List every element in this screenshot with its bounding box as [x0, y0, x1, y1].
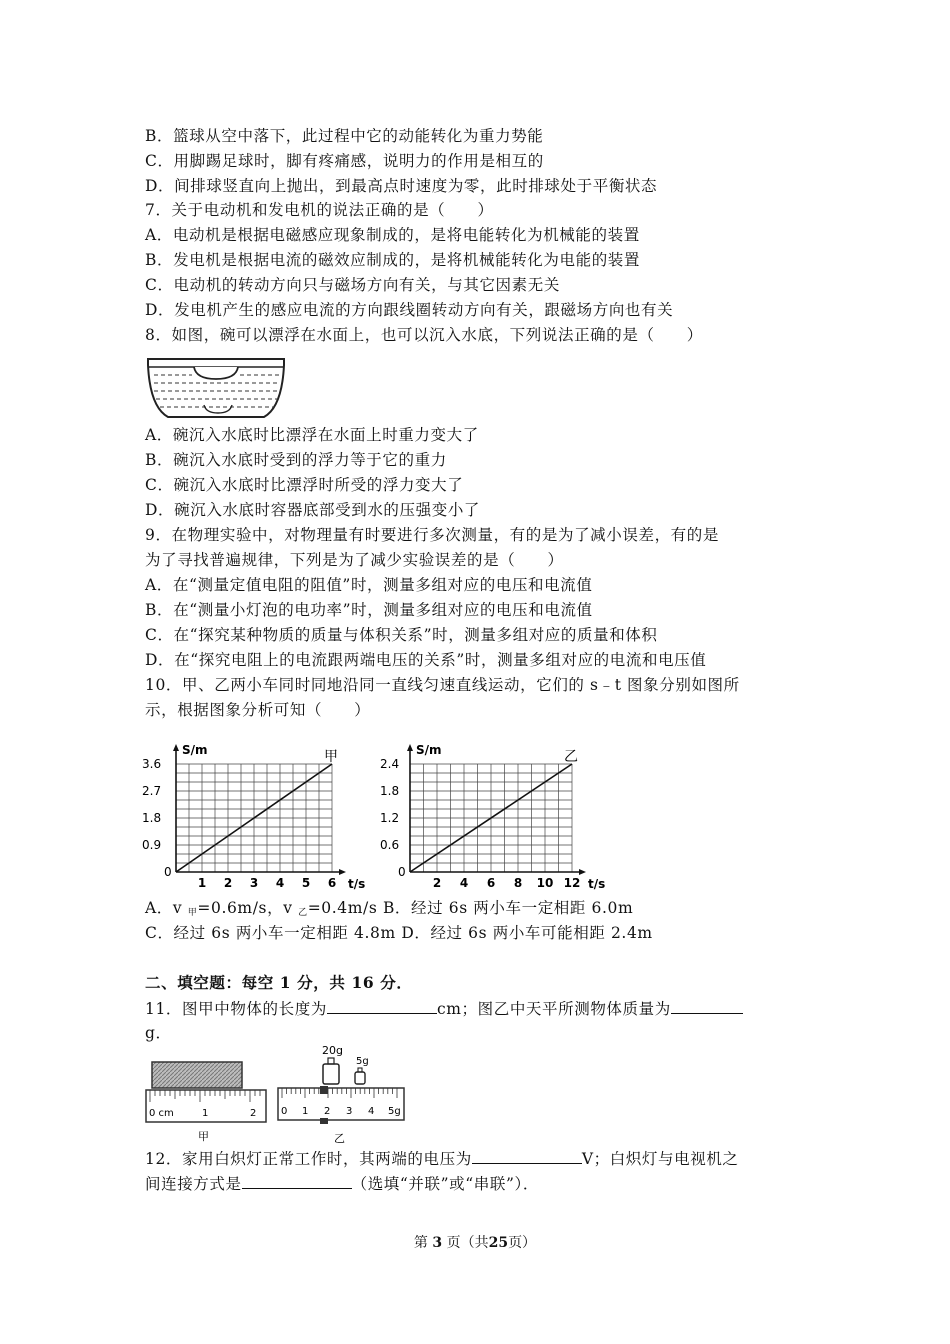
- x-tick-label: 6: [486, 876, 496, 890]
- x-tick-label: 1: [197, 876, 207, 890]
- y-tick-label: 1.8: [142, 811, 162, 825]
- chart-title: 乙: [564, 749, 578, 765]
- y-tick-label: 3.6: [142, 757, 162, 771]
- x-axis-arrow: [579, 869, 586, 875]
- figure-11-ruler-a: [146, 1060, 268, 1144]
- x-axis-arrow: [339, 869, 346, 875]
- question-7: 7．关于电动机和发电机的说法正确的是（ ）: [145, 201, 494, 219]
- section-2-heading: 二、填空题：每空 1 分，共 16 分．: [145, 973, 413, 992]
- x-tick-label: 12: [563, 876, 581, 890]
- y-axis-arrow: [407, 744, 413, 751]
- y-tick-label: 2.4: [380, 757, 400, 771]
- question-10-line2: 示，根据图象分析可知（ ）: [145, 701, 371, 719]
- ruler-b-label: 3: [346, 1106, 353, 1117]
- option-9c: C．在“探究某种物质的质量与体积关系”时，测量多组对应的质量和体积: [145, 626, 658, 644]
- ruler-a-label: 2: [250, 1108, 257, 1119]
- figure-caption-yi: 乙: [334, 1132, 345, 1145]
- x-tick-label: 10: [536, 876, 554, 890]
- x-tick-label: 6: [327, 876, 337, 890]
- question-12-line1: 12．家用白炽灯正常工作时，其两端的电压为 V；白炽灯与电视机之: [145, 1150, 739, 1168]
- weight-5g-icon: [355, 1068, 365, 1084]
- ruler-a-label: 1: [202, 1108, 209, 1119]
- options-10cd: C．经过 6s 两小车一定相距 4.8m D．经过 6s 两小车可能相距 2.4m: [145, 924, 653, 942]
- option-8d: D．碗沉入水底时容器底部受到水的压强变小了: [145, 501, 481, 519]
- x-tick-label: 2: [432, 876, 442, 890]
- ruler-a-label: 0 cm: [149, 1108, 174, 1119]
- option-9b: B．在“测量小灯泡的电功率”时，测量多组对应的电压和电流值: [145, 601, 593, 619]
- option-8a: A．碗沉入水底时比漂浮在水面上时重力变大了: [145, 426, 479, 444]
- ruler-b-label: 0: [281, 1106, 288, 1117]
- x-axis-label: t/s: [348, 877, 366, 891]
- option-7b: B．发电机是根据电流的磁效应制成的，是将机械能转化为电能的装置: [145, 251, 640, 269]
- question-9-line1: 9．在物理实验中，对物理量有时要进行多次测量，有的是为了减小误差，有的是: [145, 526, 719, 544]
- y-axis-label: S/m: [182, 743, 208, 757]
- y-tick-label: 1.2: [380, 811, 400, 825]
- option-7c: C．电动机的转动方向只与磁场方向有关，与其它因素无关: [145, 276, 560, 294]
- x-tick-label: 5: [301, 876, 311, 890]
- question-9-line2: 为了寻找普遍规律，下列是为了减少实验误差的是（ ）: [145, 551, 564, 569]
- answer-blank-connection[interactable]: [242, 1173, 352, 1189]
- answer-blank-voltage[interactable]: [472, 1148, 582, 1164]
- question-12-line2: 间连接方式是 （选填“并联”或“串联”）．: [145, 1175, 539, 1193]
- y-tick-label: 2.7: [142, 784, 162, 798]
- question-10-line1: 10．甲、乙两小车同时同地沿同一直线匀速直线运动，它们的 s﹣t 图象分别如图所: [145, 676, 740, 694]
- option-8c: C．碗沉入水底时比漂浮时所受的浮力变大了: [145, 476, 464, 494]
- question-11-line1: 11．图甲中物体的长度为 cm；图乙中天平所测物体质量为: [145, 998, 743, 1019]
- options-10ab: A．v $_甲$=0.6m/s，v $_乙$=0.4m/s B．经过 6s 两小车一定相距 6.0m: [145, 899, 634, 918]
- x-tick-label: 4: [275, 876, 285, 890]
- y-tick-label: 0.9: [142, 838, 162, 852]
- figure-caption-jia: 甲: [198, 1130, 209, 1143]
- x-tick-label: 3: [249, 876, 259, 890]
- chart-jia: [140, 728, 366, 891]
- option-7a: A．电动机是根据电磁感应现象制成的，是将电能转化为机械能的装置: [145, 226, 640, 244]
- y-tick-label: 1.8: [380, 784, 400, 798]
- y-axis-arrow: [173, 744, 179, 751]
- origin-label: 0: [398, 865, 406, 879]
- option-6c: C．用脚踢足球时，脚有疼痛感，说明力的作用是相互的: [145, 152, 544, 170]
- chart-yi: [378, 728, 618, 890]
- option-9a: A．在“测量定值电阻的阻值”时，测量多组对应的电压和电流值: [145, 576, 593, 594]
- x-tick-label: 2: [223, 876, 233, 890]
- question-8: 8．如图，碗可以漂浮在水面上，也可以沉入水底，下列说法正确的是（ ）: [145, 326, 703, 344]
- chart-title: 甲: [324, 749, 338, 765]
- option-6b: B．篮球从空中落下，此过程中它的动能转化为重力势能: [145, 127, 544, 145]
- bowl-in-water-figure: [146, 355, 286, 421]
- page-footer: 第 3 页（共25页）: [413, 1235, 537, 1251]
- x-tick-label: 4: [459, 876, 469, 890]
- x-tick-label: 8: [513, 876, 523, 890]
- ruler-b-label: 2: [324, 1106, 331, 1117]
- option-9d: D．在“探究电阻上的电流跟两端电压的关系”时，测量多组对应的电流和电压值: [145, 651, 707, 669]
- question-11-line2: g．: [145, 1024, 172, 1042]
- option-6d: D．间排球竖直向上抛出，到最高点时速度为零，此时排球处于平衡状态: [145, 177, 658, 195]
- option-7d: D．发电机产生的感应电流的方向跟线圈转动方向有关，跟磁场方向也有关: [145, 301, 674, 319]
- y-tick-label: 0.6: [380, 838, 400, 852]
- figure-11-balance: [276, 1044, 408, 1146]
- ruler-b-label: 4: [368, 1106, 375, 1117]
- ruler-b-label: 5g: [388, 1106, 401, 1117]
- weight-20g-icon: [323, 1058, 339, 1084]
- ruler-b-label: 1: [302, 1106, 309, 1117]
- weight-label-5g: 5g: [356, 1056, 369, 1067]
- y-axis-label: S/m: [416, 743, 442, 757]
- origin-label: 0: [164, 865, 172, 879]
- x-axis-label: t/s: [588, 877, 606, 891]
- weight-label-20g: 20g: [322, 1044, 343, 1057]
- answer-blank-mass[interactable]: [671, 998, 743, 1014]
- option-8b: B．碗沉入水底时受到的浮力等于它的重力: [145, 451, 447, 469]
- answer-blank-length[interactable]: [327, 998, 437, 1014]
